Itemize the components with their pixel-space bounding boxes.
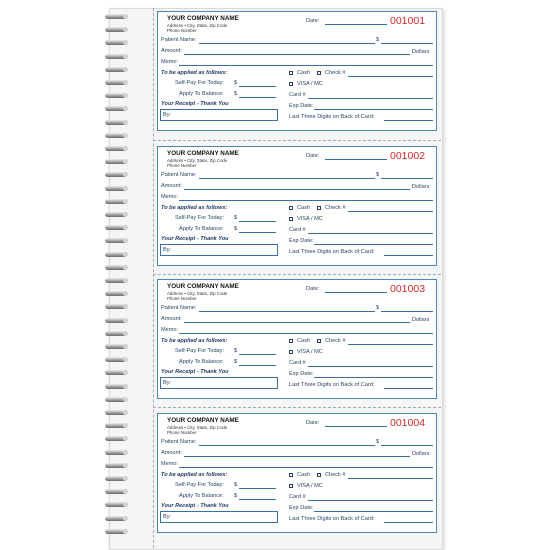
binding-hole <box>123 133 128 138</box>
receipt-thank-you: Your Receipt - Thank You <box>161 101 229 107</box>
cash-checkbox[interactable] <box>289 339 293 343</box>
exp-date-field[interactable] <box>314 109 433 110</box>
last-three-field[interactable] <box>384 522 433 523</box>
binding-hole <box>123 331 128 336</box>
binding-hole <box>123 252 128 257</box>
binding-hole <box>123 436 128 441</box>
binding-hole <box>123 265 128 270</box>
visa-mc-label: VISA / MC <box>297 81 323 87</box>
binding-hole <box>123 27 128 32</box>
binding-hole <box>123 159 128 164</box>
date-label: Date: <box>306 18 320 24</box>
date-label: Date: <box>306 153 320 159</box>
amount-label: Amount: <box>161 450 182 456</box>
company-address: Address • City, State, Zip Code <box>167 291 228 296</box>
balance-field[interactable] <box>239 499 276 500</box>
selfpay-label: Self-Pay For Today: <box>175 348 225 354</box>
card-number-field[interactable] <box>308 500 433 501</box>
selfpay-field[interactable] <box>239 488 276 489</box>
binding-hole <box>123 120 128 125</box>
binding-hole <box>123 410 128 415</box>
memo-label: Memo: <box>161 327 179 333</box>
amount-written-field[interactable] <box>184 189 410 190</box>
dollars-label: Dollars <box>412 49 430 55</box>
signature-box[interactable] <box>160 244 278 256</box>
binding-hole <box>123 278 128 283</box>
signature-box[interactable] <box>160 511 278 523</box>
patient-name-field[interactable] <box>199 43 375 44</box>
cash-checkbox[interactable] <box>289 71 293 75</box>
balance-label: Apply To Balance: <box>179 226 224 232</box>
binding-hole <box>123 225 128 230</box>
selfpay-dollar-sign: $ <box>234 482 238 488</box>
dollars-label: Dollars <box>412 317 430 323</box>
binding-hole <box>123 212 128 217</box>
balance-label: Apply To Balance: <box>179 91 224 97</box>
memo-field[interactable] <box>179 333 433 334</box>
binding-hole <box>123 357 128 362</box>
binding-hole <box>123 54 128 59</box>
memo-field[interactable] <box>179 65 433 66</box>
amount-numeric-field[interactable] <box>381 311 433 312</box>
binding-hole <box>123 318 128 323</box>
binding-hole <box>123 450 128 455</box>
binding-hole <box>123 67 128 72</box>
binding-hole <box>123 384 128 389</box>
company-address: Address • City, State, Zip Code <box>167 425 228 430</box>
binding-hole <box>123 40 128 45</box>
applied-heading: To be applied as follows: <box>161 338 228 344</box>
patient-name-label: Patient Name: <box>161 37 197 43</box>
cash-checkbox[interactable] <box>289 206 293 210</box>
selfpay-dollar-sign: $ <box>234 215 238 221</box>
receipt-number: 001001 <box>390 15 426 27</box>
by-label: By: <box>163 112 172 118</box>
last-three-label: Last Three Digits on Back of Card: <box>289 114 375 120</box>
balance-dollar-sign: $ <box>234 493 238 499</box>
binding-hole <box>123 93 128 98</box>
perforation-vertical <box>153 8 154 548</box>
signature-box[interactable] <box>160 109 278 121</box>
balance-field[interactable] <box>239 97 276 98</box>
cash-checkbox[interactable] <box>289 473 293 477</box>
check-checkbox[interactable] <box>317 206 321 210</box>
receipt-2 <box>157 146 437 266</box>
perforation-horizontal <box>153 140 441 141</box>
receipt-thank-you: Your Receipt - Thank You <box>161 503 229 509</box>
visa-mc-checkbox[interactable] <box>289 350 293 354</box>
balance-field[interactable] <box>239 232 276 233</box>
binding-hole <box>123 529 128 534</box>
amount-written-field[interactable] <box>184 322 410 323</box>
dollar-sign: $ <box>376 305 380 311</box>
memo-field[interactable] <box>179 467 433 468</box>
check-number-field[interactable] <box>348 211 433 212</box>
binding-hole <box>123 172 128 177</box>
date-field[interactable] <box>325 24 387 25</box>
applied-heading: To be applied as follows: <box>161 205 228 211</box>
selfpay-field[interactable] <box>239 86 276 87</box>
binding-hole <box>123 423 128 428</box>
patient-name-field[interactable] <box>199 178 375 179</box>
visa-mc-checkbox[interactable] <box>289 484 293 488</box>
binding-hole <box>123 502 128 507</box>
selfpay-label: Self-Pay For Today: <box>175 80 225 86</box>
company-address: Address • City, State, Zip Code <box>167 23 228 28</box>
dollar-sign: $ <box>376 439 380 445</box>
company-address: Address • City, State, Zip Code <box>167 158 228 163</box>
card-label: Card # <box>289 360 306 366</box>
amount-label: Amount: <box>161 183 182 189</box>
binding-hole <box>123 304 128 309</box>
company-name: YOUR COMPANY NAME <box>167 150 239 157</box>
check-checkbox[interactable] <box>317 473 321 477</box>
binding-hole <box>123 199 128 204</box>
patient-name-label: Patient Name: <box>161 439 197 445</box>
balance-label: Apply To Balance: <box>179 359 224 365</box>
company-name: YOUR COMPANY NAME <box>167 15 239 22</box>
date-label: Date: <box>306 420 320 426</box>
date-field[interactable] <box>325 159 387 160</box>
check-number-field[interactable] <box>348 478 433 479</box>
binding-hole <box>123 14 128 19</box>
company-name: YOUR COMPANY NAME <box>167 283 239 290</box>
visa-mc-label: VISA / MC <box>297 483 323 489</box>
cash-label: Cash <box>297 205 311 211</box>
binding-hole <box>123 186 128 191</box>
selfpay-label: Self-Pay For Today: <box>175 215 225 221</box>
last-three-label: Last Three Digits on Back of Card: <box>289 516 375 522</box>
exp-date-label: Exp Date: <box>289 238 314 244</box>
perforation-horizontal <box>153 407 441 408</box>
binding-hole <box>123 463 128 468</box>
receipt-number: 001003 <box>390 283 426 295</box>
amount-numeric-field[interactable] <box>381 43 433 44</box>
amount-numeric-field[interactable] <box>381 178 433 179</box>
dollar-sign: $ <box>376 37 380 43</box>
patient-name-field[interactable] <box>199 311 375 312</box>
binding-hole <box>123 146 128 151</box>
last-three-label: Last Three Digits on Back of Card: <box>289 382 375 388</box>
card-number-field[interactable] <box>308 366 433 367</box>
last-three-label: Last Three Digits on Back of Card: <box>289 249 375 255</box>
binding-hole <box>123 489 128 494</box>
date-label: Date: <box>306 286 320 292</box>
applied-heading: To be applied as follows: <box>161 472 228 478</box>
by-label: By: <box>163 380 172 386</box>
signature-box[interactable] <box>160 377 278 389</box>
memo-field[interactable] <box>179 200 433 201</box>
check-checkbox[interactable] <box>317 339 321 343</box>
amount-written-field[interactable] <box>184 456 410 457</box>
exp-date-label: Exp Date: <box>289 103 314 109</box>
check-number-field[interactable] <box>348 76 433 77</box>
balance-field[interactable] <box>239 365 276 366</box>
selfpay-label: Self-Pay For Today: <box>175 482 225 488</box>
binding-hole <box>123 80 128 85</box>
receipt-thank-you: Your Receipt - Thank You <box>161 236 229 242</box>
card-label: Card # <box>289 494 306 500</box>
company-phone: Phone Number <box>167 296 197 301</box>
check-label: Check # <box>325 338 346 344</box>
receipt-1 <box>157 11 437 131</box>
cash-label: Cash <box>297 472 311 478</box>
amount-written-field[interactable] <box>184 54 410 55</box>
exp-date-field[interactable] <box>314 377 433 378</box>
card-number-field[interactable] <box>308 233 433 234</box>
spiral-binding <box>109 8 153 548</box>
receipt-thank-you: Your Receipt - Thank You <box>161 369 229 375</box>
perforation-horizontal <box>153 274 441 275</box>
balance-dollar-sign: $ <box>234 359 238 365</box>
binding-hole <box>123 516 128 521</box>
dollar-sign: $ <box>376 172 380 178</box>
company-phone: Phone Number <box>167 163 197 168</box>
exp-date-field[interactable] <box>314 511 433 512</box>
company-phone: Phone Number <box>167 28 197 33</box>
amount-numeric-field[interactable] <box>381 445 433 446</box>
company-name: YOUR COMPANY NAME <box>167 417 239 424</box>
selfpay-dollar-sign: $ <box>234 348 238 354</box>
last-three-field[interactable] <box>384 120 433 121</box>
company-phone: Phone Number <box>167 430 197 435</box>
card-label: Card # <box>289 227 306 233</box>
amount-label: Amount: <box>161 48 182 54</box>
memo-label: Memo: <box>161 59 179 65</box>
visa-mc-label: VISA / MC <box>297 216 323 222</box>
dollars-label: Dollars <box>412 184 430 190</box>
binding-hole <box>123 476 128 481</box>
exp-date-field[interactable] <box>314 244 433 245</box>
selfpay-field[interactable] <box>239 221 276 222</box>
check-label: Check # <box>325 472 346 478</box>
applied-heading: To be applied as follows: <box>161 70 228 76</box>
amount-label: Amount: <box>161 316 182 322</box>
date-field[interactable] <box>325 292 387 293</box>
patient-name-label: Patient Name: <box>161 305 197 311</box>
balance-dollar-sign: $ <box>234 91 238 97</box>
card-number-field[interactable] <box>308 98 433 99</box>
selfpay-dollar-sign: $ <box>234 80 238 86</box>
patient-name-label: Patient Name: <box>161 172 197 178</box>
binding-hole <box>123 291 128 296</box>
dollars-label: Dollars <box>412 451 430 457</box>
receipt-number: 001002 <box>390 150 426 162</box>
cash-label: Cash <box>297 338 311 344</box>
receipt-4 <box>157 413 437 533</box>
receipt-number: 001004 <box>390 417 426 429</box>
binding-hole <box>123 370 128 375</box>
card-label: Card # <box>289 92 306 98</box>
exp-date-label: Exp Date: <box>289 505 314 511</box>
check-label: Check # <box>325 205 346 211</box>
binding-hole <box>123 397 128 402</box>
check-label: Check # <box>325 70 346 76</box>
exp-date-label: Exp Date: <box>289 371 314 377</box>
last-three-field[interactable] <box>384 388 433 389</box>
visa-mc-label: VISA / MC <box>297 349 323 355</box>
check-checkbox[interactable] <box>317 71 321 75</box>
visa-mc-checkbox[interactable] <box>289 217 293 221</box>
memo-label: Memo: <box>161 461 179 467</box>
balance-dollar-sign: $ <box>234 226 238 232</box>
binding-hole <box>123 238 128 243</box>
binding-hole <box>123 344 128 349</box>
binding-hole <box>123 106 128 111</box>
date-field[interactable] <box>325 426 387 427</box>
by-label: By: <box>163 514 172 520</box>
selfpay-field[interactable] <box>239 354 276 355</box>
check-number-field[interactable] <box>348 344 433 345</box>
by-label: By: <box>163 247 172 253</box>
cash-label: Cash <box>297 70 311 76</box>
balance-label: Apply To Balance: <box>179 493 224 499</box>
receipt-3 <box>157 279 437 399</box>
visa-mc-checkbox[interactable] <box>289 82 293 86</box>
patient-name-field[interactable] <box>199 445 375 446</box>
memo-label: Memo: <box>161 194 179 200</box>
last-three-field[interactable] <box>384 255 433 256</box>
